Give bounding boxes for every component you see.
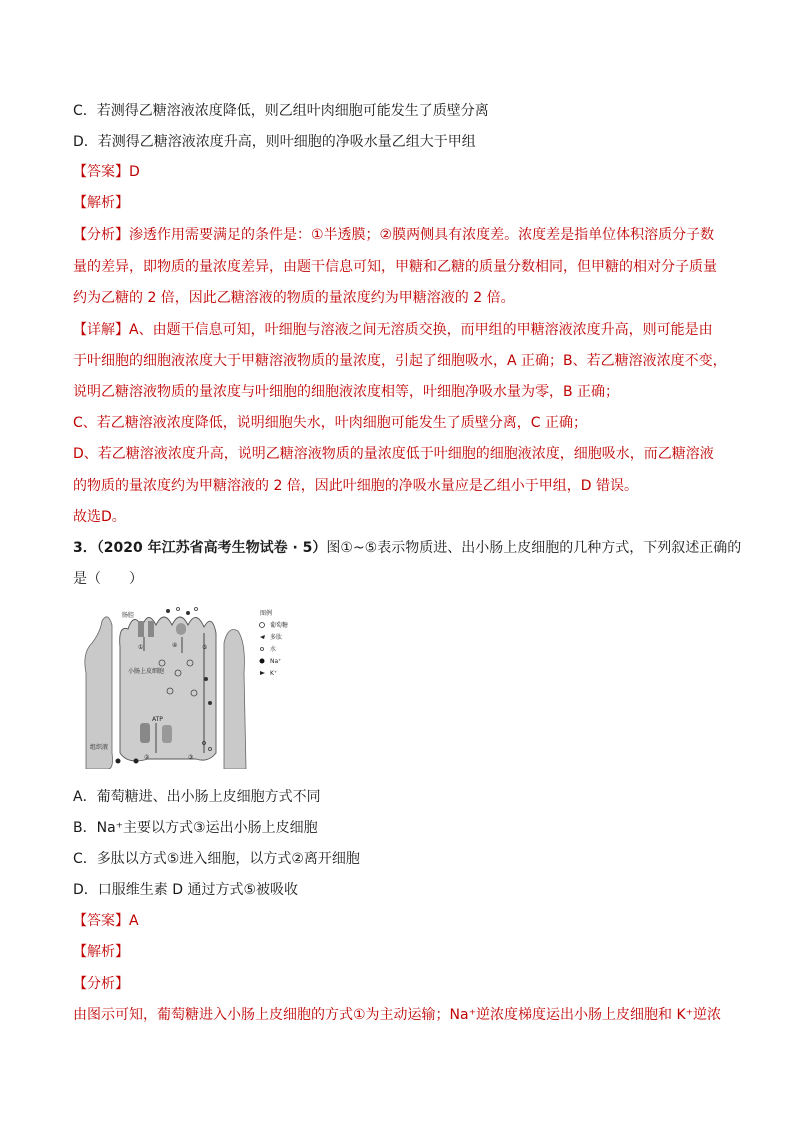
mark-1: ①	[138, 644, 144, 651]
xiangjie-line-6: 的物质的量浓度约为甲糖溶液的 2 倍，因此叶细胞的净吸水量应是乙组小于甲组，D 错误。	[73, 478, 639, 494]
fenxi-line-2: 量的差异，即物质的量浓度差异，由题干信息可知，甲糖和乙糖的质量分数相同，但甲糖的相对分子质量	[73, 259, 717, 275]
option-c-q2: C．若测得乙糖溶液浓度降低，则乙组叶肉细胞可能发生了质壁分离	[73, 103, 489, 119]
answer-value-q3: A	[129, 913, 139, 929]
fenxi-tag: 【分析】	[73, 227, 129, 243]
answer-value: D	[129, 164, 140, 180]
particle	[116, 759, 121, 764]
xiangjie-line-3: 说明乙糖溶液物质的量浓度与叶细胞的细胞液浓度相等，叶细胞净吸水量为零，B 正确；	[73, 384, 620, 400]
option-c-q3: C．多肽以方式⑤进入细胞，以方式②离开细胞	[73, 851, 360, 867]
particle	[134, 759, 139, 764]
diagram-svg	[78, 603, 310, 769]
legend-peptide: 多肽	[270, 634, 283, 641]
option-d-q2: D．若测得乙糖溶液浓度升高，则叶细胞的净吸水量乙组大于甲组	[73, 134, 476, 150]
mark-5: ⑤	[202, 644, 208, 651]
jiexi-heading-q3: 【解析】	[73, 944, 129, 960]
answer-q3	[73, 911, 723, 931]
legend-k: K⁺	[270, 670, 278, 677]
question-number: 3．	[73, 540, 97, 556]
legend-glucose: 葡萄糖	[270, 622, 289, 629]
label-atp: ATP	[152, 716, 163, 723]
legend-title: 图例	[260, 610, 273, 617]
answer-tag-q3: 【答案】	[73, 913, 129, 929]
question-3-stem-line-1	[73, 538, 742, 558]
legend-peptide-icon	[260, 635, 265, 639]
xiangjie-tag: 【详解】	[73, 322, 129, 338]
xiangjie-line-1	[73, 320, 723, 340]
mark-4: ④	[172, 642, 178, 649]
legend-na-icon	[260, 659, 265, 664]
question-3-stem-line-2: 是（ ）	[73, 571, 143, 587]
fenxi-text: 渗透作用需要满足的条件是：①半透膜；②膜两侧具有浓度差。浓度差是指单位体积溶质分子数	[129, 227, 715, 243]
carrier-protein-2	[148, 621, 154, 637]
particle	[204, 677, 208, 681]
answer-q2	[73, 162, 723, 182]
fenxi-line-3: 约为乙糖的 2 倍，因此乙糖溶液的物质的量浓度约为甲糖溶液的 2 倍。	[73, 290, 515, 306]
particle	[186, 611, 190, 615]
legend-na: Na⁺	[270, 658, 282, 665]
legend-water: 水	[270, 646, 277, 653]
label-lumen: 肠腔	[122, 612, 135, 619]
legend-water-icon	[261, 648, 264, 651]
question-stem: 图①~⑤表示物质进、出小肠上皮细胞的几种方式，下列叙述正确的	[326, 540, 742, 556]
answer-tag: 【答案】	[73, 164, 129, 180]
mark-3: ③	[188, 754, 194, 761]
legend-k-icon	[260, 671, 265, 675]
particle	[166, 609, 170, 613]
option-b-q3: B．Na⁺主要以方式③运出小肠上皮细胞	[73, 820, 318, 836]
label-cell: 小肠上皮细胞	[128, 668, 165, 675]
conclusion-q2: 故选D。	[73, 509, 126, 525]
xiangjie-line-5: D、若乙糖溶液浓度升高，说明乙糖溶液物质的量浓度低于叶细胞的细胞液浓度，细胞吸水，而乙糖溶液	[73, 446, 714, 462]
xiangjie-line-2: 于叶细胞的细胞液浓度大于甲糖溶液物质的量浓度，引起了细胞吸水，A 正确；B、若乙糖溶液浓度不变，	[73, 353, 727, 369]
question-source: （2020 年江苏省高考生物试卷 · 5）	[96, 540, 327, 556]
carrier-protein-3	[162, 725, 172, 743]
mark-2: ②	[144, 754, 150, 761]
particle	[208, 701, 212, 705]
option-a-q3: A．葡萄糖进、出小肠上皮细胞方式不同	[73, 789, 321, 805]
jiexi-heading-q2: 【解析】	[73, 195, 129, 211]
option-d-q3: D．口服维生素 D 通过方式⑤被吸收	[73, 882, 299, 898]
label-tissue-fluid: 组织液	[90, 744, 109, 751]
fenxi-heading-q3: 【分析】	[73, 976, 129, 992]
channel-protein-4	[176, 623, 186, 635]
xiangjie-line-4: C、若乙糖溶液浓度降低，说明细胞失水，叶肉细胞可能发生了质壁分离，C 正确；	[73, 415, 587, 431]
fenxi-line-1	[73, 225, 723, 245]
fenxi-line-q3: 由图示可知，葡萄糖进入小肠上皮细胞的方式①为主动运输；Na⁺逆浓度梯度运出小肠上皮细胞和 K⁺逆浓	[73, 1007, 722, 1023]
carrier-protein-1	[138, 621, 144, 637]
right-cell	[224, 630, 246, 770]
xiangjie-text: A、由题干信息可知，叶细胞与溶液之间无溶质交换，而甲组的甲糖溶液浓度升高，则可能是由	[129, 322, 713, 338]
legend-glucose-icon	[260, 623, 265, 628]
pump-protein	[140, 723, 150, 743]
intestinal-cell-diagram	[78, 603, 310, 769]
